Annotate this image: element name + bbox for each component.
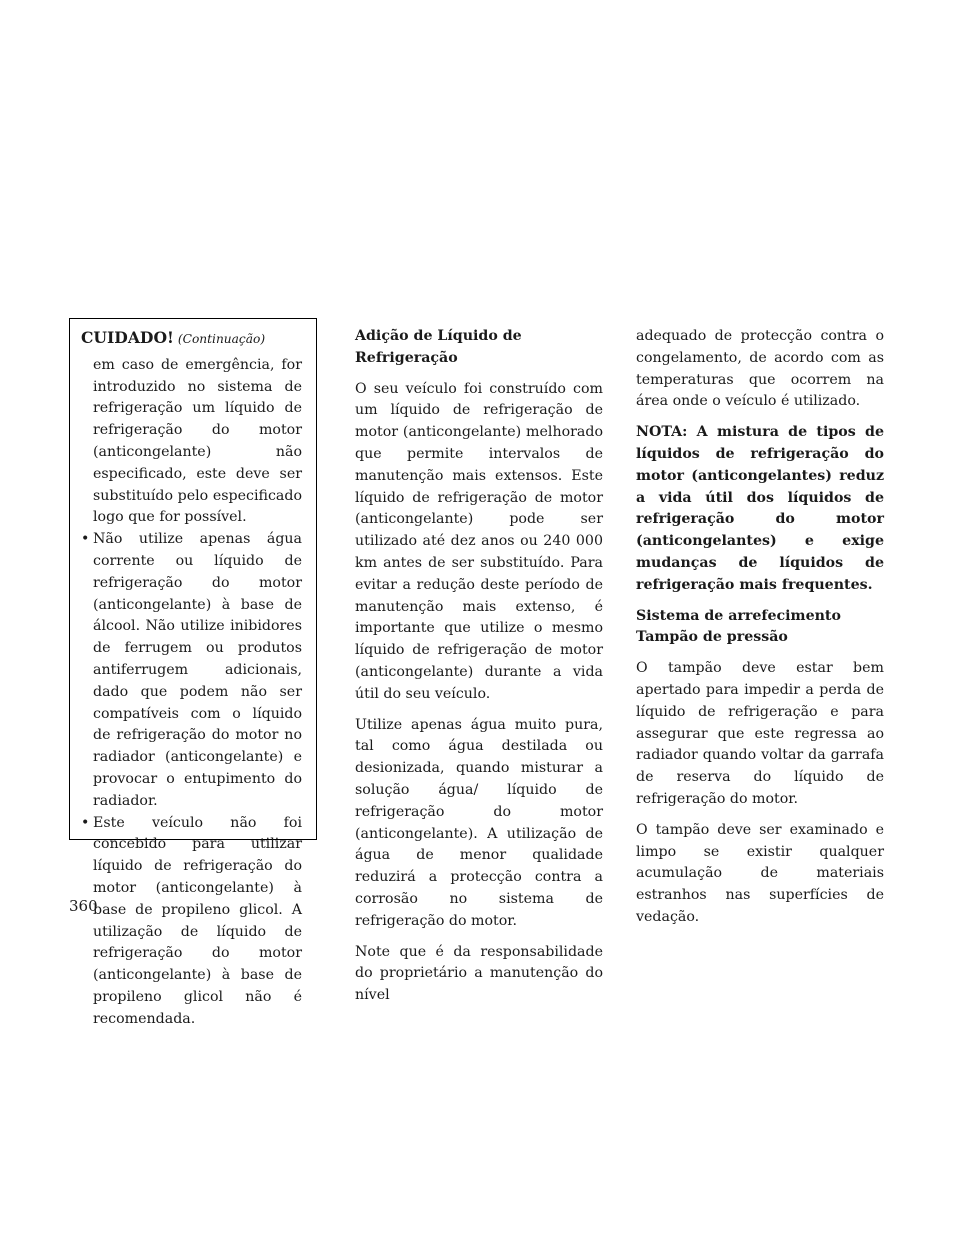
caution-bullet-text: Não utilize apenas água corrente ou líquido de refrigeração do motor (anticongelante) à base de álcool. Não utilize inibidores de ferrugem ou produtos antiferrugem adicionais, dado que podem não ser compatíveis com o líquido de refrigeração do motor no radiador (anticongelante) e provocar o entupimento do radiador. [93, 531, 302, 809]
caution-continued: (Continuação) [177, 332, 266, 346]
bullet-icon: • [81, 531, 90, 548]
note-paragraph: NOTA: A mistura de tipos de líquidos de refrigeração do motor (anticongelantes) reduz a vida útil dos líquidos de refrigeração do motor (anticongelantes) e exige mudanças de líquidos de refrigeração mais frequentes. [636, 424, 884, 593]
column-middle [355, 326, 603, 1016]
caution-bullet-text: Este veículo não foi concebido para utilizar líquido de refrigeração do motor (anticongelante) à base de propileno glicol. A utilização de líquido de refrigeração do motor (anticongelante) à base de propileno glicol não é recomendada. [93, 814, 302, 1027]
paragraph: Note que é da responsabilidade do proprietário a manutenção do nível [355, 943, 603, 1004]
bullet-icon: • [81, 814, 90, 831]
paragraph: Utilize apenas água muito pura, tal como água destilada ou desionizada, quando misturar a solução água/ líquido de refrigeração do motor (anticongelante). A utilização de água de menor qualidade reduzirá a protecção contra a corrosão no sistema de refrigeração do motor. [355, 716, 603, 929]
section-heading-coolant: Adição de Líquido de Refrigeração [355, 328, 522, 366]
caution-continued-text: em caso de emergência, for introduzido no sistema de refrigeração um líquido de refrigeração do motor (anticongelante) não especificado, este deve ser substituído pelo especificado logo que for possível. [93, 356, 302, 526]
paragraph: O tampão deve estar bem apertado para impedir a perda de líquido de refrigeração e para assegurar que este regressa ao radiador quando voltar da garrafa de reserva do líquido de refrigeração do motor. [636, 660, 884, 807]
paragraph: O seu veículo foi construído com um líquido de refrigeração de motor (anticongelante) melhorado que permite intervalos de manutenção mais extensos. Este líquido de refrigeração de motor (anticongelante) pode ser utilizado até dez anos ou 240 000 km antes de ser substituído. Para evitar a redução deste período de manutenção mais extenso, é importante que utilize o mesmo líquido de refrigeração de motor (anticongelante) durante a vida útil do seu veículo. [355, 380, 603, 702]
paragraph: O tampão deve ser examinado e limpo se existir qualquer acumulação de materiais estranhos nas superfícies de vedação. [636, 821, 884, 925]
column-right [636, 326, 884, 938]
caution-title: CUIDADO! [81, 328, 174, 347]
section-heading-pressure-cap: Sistema de arrefecimento Tampão de pressão [636, 607, 841, 646]
caution-header [81, 327, 302, 351]
caution-bullet [81, 529, 302, 812]
page-number: 360 [69, 897, 98, 915]
paragraph: adequado de protecção contra o congelamento, de acordo com as temperaturas que ocorrem na área onde o veículo é utilizado. [636, 328, 884, 410]
caution-bullet [81, 813, 302, 1031]
